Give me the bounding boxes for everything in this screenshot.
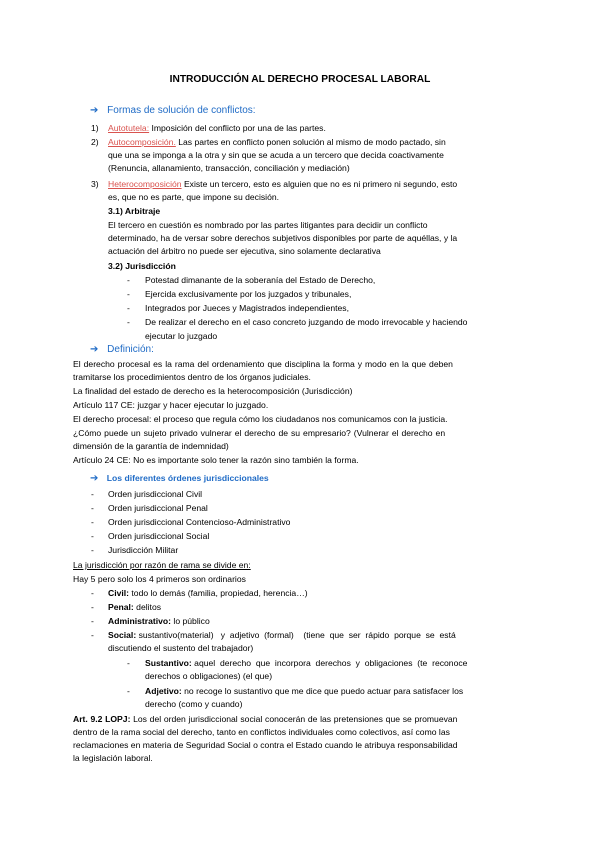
bullet-dash: - (91, 517, 94, 527)
list-item: Orden jurisdiccional Contencioso-Administrativo (108, 517, 291, 527)
list-item-continuation: que una se imponga a la otra y sin que se acuda a un tercero que decida coactivamente (108, 150, 444, 160)
term-adjetivo: Adjetivo: (145, 686, 182, 696)
bullet-dash: - (127, 658, 130, 668)
bullet-dash: - (127, 289, 130, 299)
list-item-text: aquel derecho que incorpora derechos y obligaciones (te reconoce (191, 658, 468, 668)
subheading-rama: La jurisdicción por razón de rama se divide en: (73, 560, 251, 570)
list-item-text: lo público (171, 616, 210, 626)
paragraph-line: dentro de la rama social del derecho, tanto en conflictos individuales como colectivos, así como las (73, 727, 450, 737)
list-item: Potestad dimanante de la soberanía del Estado de Derecho, (145, 275, 376, 285)
bullet-dash: - (127, 275, 130, 285)
list-number: 2) (91, 137, 99, 147)
list-item-sustantivo (145, 657, 467, 669)
list-item: Ejercida exclusivamente por los juzgados y tribunales, (145, 289, 352, 299)
paragraph-line: El derecho procesal es la rama del ordenamiento que disciplina la forma y modo en la que deben (73, 359, 453, 369)
term-autocomposicion: Autocomposición. (108, 137, 176, 147)
bullet-dash: - (91, 630, 94, 640)
term-heterocomposicion: Heterocomposición (108, 179, 182, 189)
section-heading-ordenes (90, 472, 269, 485)
list-item-text: sustantivo(material) y adjetivo (formal) (tiene que ser rápido porque se está (136, 630, 456, 640)
section-heading-definicion (90, 344, 154, 356)
bullet-dash: - (91, 531, 94, 541)
paragraph-line: ¿Cómo puede un sujeto privado vulnerar el derecho de su empresario? (Vulnerar el derecho en (73, 428, 446, 438)
list-item-administrativo (108, 615, 210, 627)
list-item-autocomposicion (108, 136, 446, 148)
term-social: Social: (108, 630, 137, 640)
section-heading-text: Los diferentes órdenes jurisdiccionales (106, 473, 269, 483)
paragraph-line: Artículo 24 CE: No es importante solo tener la razón sino también la forma. (73, 455, 359, 465)
paragraph-line: El tercero en cuestión es nombrado por las partes litigantes para decidir un conflicto (108, 220, 428, 230)
list-item-continuation: ejecutar lo juzgado (145, 331, 218, 341)
bullet-dash: - (91, 503, 94, 513)
list-item: Jurisdicción Militar (108, 545, 179, 555)
paragraph-line: actuación del árbitro no puede ser ejecutiva, sino solamente declarativa (108, 246, 381, 256)
list-item: Orden jurisdiccional Social (108, 531, 210, 541)
list-item-text: Existe un tercero, esto es alguien que no es ni primero ni segundo, esto (181, 179, 458, 189)
list-number: 1) (91, 123, 99, 133)
list-item-text: Las partes en conflicto ponen solución al mismo de modo pactado, sin (175, 137, 446, 147)
page-title: INTRODUCCIÓN AL DERECHO PROCESAL LABORAL (169, 74, 431, 85)
list-item-civil (108, 587, 308, 599)
bullet-dash: - (91, 489, 94, 499)
term-art92: Art. 9.2 LOPJ: (73, 714, 131, 724)
list-item-continuation: discutiendo el sustento del trabajador) (108, 643, 254, 653)
section-heading-text: Definición: (107, 344, 154, 355)
paragraph-line: reclamaciones en materia de Seguridad Social o contra el Estado cuando le atribuya responsabilidad (73, 740, 458, 750)
list-item-continuation: es, que no es parte, que impone su decisión. (108, 192, 280, 202)
bullet-dash: - (91, 588, 94, 598)
arrow-right-icon: ➔ (90, 105, 99, 116)
section-heading-formas (90, 105, 256, 117)
bullet-dash: - (127, 317, 130, 327)
term-administrativo: Administrativo: (108, 616, 172, 626)
paragraph-line: tramitarse los procedimientos dentro de los órganos judiciales. (73, 372, 311, 382)
term-penal: Penal: (108, 602, 134, 612)
list-item-penal (108, 601, 161, 613)
paragraph-line: la legislación laboral. (73, 753, 153, 763)
list-item-adjetivo (145, 685, 463, 697)
list-item-text: todo lo demás (familia, propiedad, herencia…) (129, 588, 308, 598)
bullet-dash: - (127, 686, 130, 696)
term-sustantivo: Sustantivo: (145, 658, 192, 668)
list-item-continuation: derecho (como y cuando) (145, 699, 243, 709)
subheading-jurisdiccion: 3.2) Jurisdicción (108, 261, 176, 271)
list-item-social (108, 629, 456, 641)
paragraph-line: Artículo 117 CE: juzgar y hacer ejecutar lo juzgado. (73, 400, 269, 410)
arrow-right-icon: ➔ (90, 473, 99, 484)
bullet-dash: - (91, 545, 94, 555)
list-item: De realizar el derecho en el caso concreto juzgando de modo irrevocable y haciendo (145, 317, 468, 327)
list-item-text: no recoge lo sustantivo que me dice que puedo actuar para satisfacer los (181, 686, 464, 696)
list-item-text: delitos (133, 602, 162, 612)
term-autotutela: Autotutela: (108, 123, 150, 133)
list-number: 3) (91, 179, 99, 189)
list-item: Orden jurisdiccional Civil (108, 489, 203, 499)
list-item: Integrados por Jueces y Magistrados independientes, (145, 303, 349, 313)
paragraph-line: Hay 5 pero solo los 4 primeros son ordinarios (73, 574, 246, 584)
paragraph-line: El derecho procesal: el proceso que regula cómo los ciudadanos nos comunicamos con la justicia. (73, 414, 448, 424)
paragraph-line: determinado, ha de versar sobre derechos subjetivos disponibles por parte de aquéllas, y la (108, 233, 458, 243)
bullet-dash: - (91, 616, 94, 626)
list-item-continuation: (Renuncia, allanamiento, transacción, conciliación y mediación) (108, 163, 350, 173)
list-item-text: Imposición del conflicto por una de las partes. (149, 123, 326, 133)
paragraph-line: La finalidad del estado de derecho es la heterocomposición (Jurisdicción) (73, 386, 353, 396)
paragraph-art92 (73, 713, 457, 725)
list-item: Orden jurisdiccional Penal (108, 503, 208, 513)
subheading-arbitraje: 3.1) Arbitraje (108, 206, 161, 216)
paragraph-text: Los del orden jurisdiccional social conocerán de las pretensiones que se promuevan (130, 714, 458, 724)
list-item-heterocomposicion (108, 178, 457, 190)
list-item-continuation: derechos o obligaciones) (el que) (145, 671, 273, 681)
term-civil: Civil: (108, 588, 130, 598)
list-item-autotutela (108, 122, 326, 134)
bullet-dash: - (91, 602, 94, 612)
paragraph-line: dimensión de la garantía de indemnidad) (73, 441, 229, 451)
arrow-right-icon: ➔ (90, 344, 99, 355)
section-heading-text: Formas de solución de conflictos: (107, 105, 256, 116)
bullet-dash: - (127, 303, 130, 313)
